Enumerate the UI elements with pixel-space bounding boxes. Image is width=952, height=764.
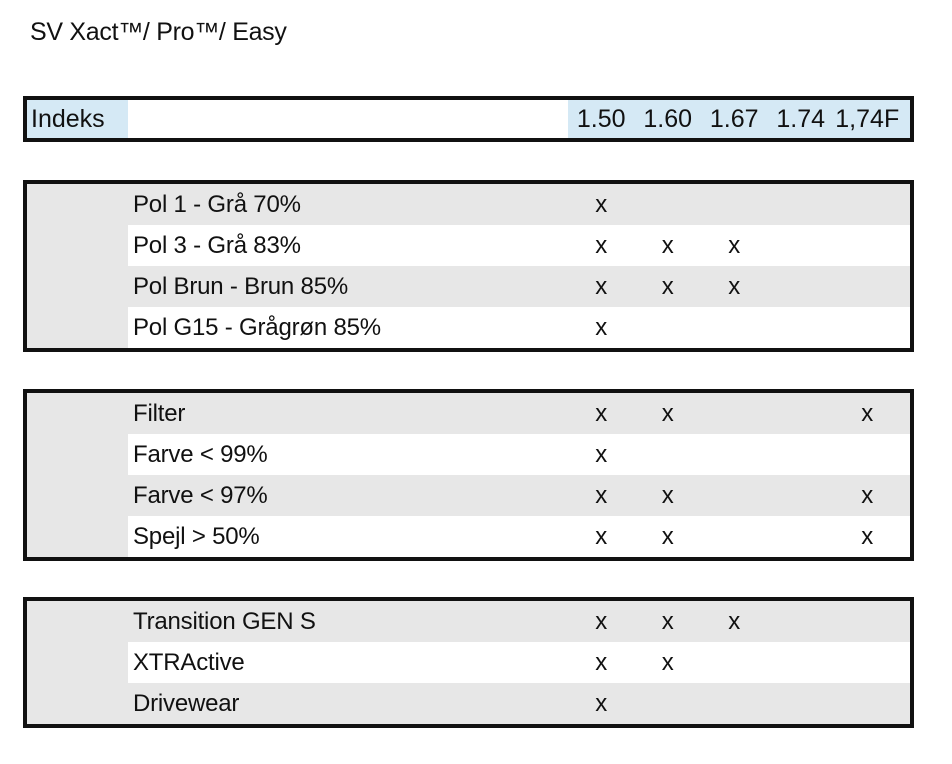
mark-cell — [834, 642, 901, 683]
mark-cell — [768, 184, 835, 225]
index-1-60: 1.60 — [643, 105, 693, 133]
photochromic-group — [23, 597, 914, 728]
mark-cell: x — [595, 232, 608, 259]
index-1-50: 1.50 — [576, 105, 626, 133]
row-name: Pol 1 - Grå 70% — [133, 191, 301, 218]
mark-cell — [701, 434, 768, 475]
mark-cell: x — [661, 523, 674, 550]
mark-cell: x — [595, 523, 608, 550]
mark-cell — [701, 475, 768, 516]
mark-cell — [701, 307, 768, 348]
table-row — [128, 307, 910, 348]
mark-cell — [701, 683, 768, 724]
mark-cell: x — [595, 400, 608, 427]
row-name: Pol G15 - Grågrøn 85% — [133, 314, 381, 341]
row-name: Farve < 99% — [133, 441, 268, 468]
mark-cell — [834, 225, 901, 266]
group-sidebar — [27, 184, 128, 348]
index-header-row — [23, 96, 914, 142]
row-name: Pol Brun - Brun 85% — [133, 273, 348, 300]
mark-cell: x — [595, 441, 608, 468]
table-row — [128, 475, 910, 516]
table-row — [128, 225, 910, 266]
mark-cell — [701, 642, 768, 683]
index-1-74: 1.74 — [776, 105, 826, 133]
index-header-values — [568, 100, 910, 138]
mark-cell: x — [595, 191, 608, 218]
mark-cell: x — [595, 314, 608, 341]
mark-cell — [768, 225, 835, 266]
mark-cell — [834, 184, 901, 225]
mark-cell — [768, 266, 835, 307]
row-name: Spejl > 50% — [133, 523, 260, 550]
mark-cell — [768, 434, 835, 475]
index-1-74f: 1,74F — [835, 105, 900, 133]
mark-cell: x — [728, 232, 741, 259]
mark-cell — [834, 307, 901, 348]
row-name: Filter — [133, 400, 186, 427]
row-name: XTRActive — [133, 649, 245, 676]
row-name: Transition GEN S — [133, 608, 316, 635]
mark-cell: x — [595, 273, 608, 300]
row-name: Drivewear — [133, 690, 240, 717]
table-row — [128, 642, 910, 683]
mark-cell — [768, 307, 835, 348]
mark-cell — [701, 184, 768, 225]
mark-cell — [768, 601, 835, 642]
mark-cell — [701, 393, 768, 434]
mark-cell — [635, 683, 702, 724]
table-row — [128, 434, 910, 475]
mark-cell: x — [595, 482, 608, 509]
row-name: Pol 3 - Grå 83% — [133, 232, 301, 259]
mark-cell — [635, 307, 702, 348]
mark-cell — [768, 683, 835, 724]
index-1-67: 1.67 — [709, 105, 759, 133]
page-title: SV Xact™/ Pro™/ Easy — [30, 18, 287, 46]
polarized-group — [23, 180, 914, 352]
group-sidebar — [27, 601, 128, 724]
mark-cell: x — [595, 649, 608, 676]
index-header-label: Indeks — [27, 100, 128, 138]
table-row — [128, 184, 910, 225]
mark-cell: x — [861, 523, 874, 550]
mark-cell: x — [661, 232, 674, 259]
mark-cell: x — [728, 273, 741, 300]
mark-cell — [834, 683, 901, 724]
mark-cell — [768, 475, 835, 516]
mark-cell: x — [595, 608, 608, 635]
mark-cell: x — [728, 608, 741, 635]
mark-cell — [701, 516, 768, 557]
table-row — [128, 601, 910, 642]
filter-group — [23, 389, 914, 561]
mark-cell — [834, 434, 901, 475]
mark-cell: x — [661, 608, 674, 635]
mark-cell — [768, 393, 835, 434]
mark-cell — [635, 434, 702, 475]
mark-cell: x — [861, 482, 874, 509]
mark-cell — [834, 601, 901, 642]
table-row — [128, 393, 910, 434]
group-sidebar — [27, 393, 128, 557]
mark-cell: x — [595, 690, 608, 717]
mark-cell — [834, 266, 901, 307]
mark-cell — [768, 516, 835, 557]
table-row — [128, 266, 910, 307]
mark-cell: x — [661, 400, 674, 427]
mark-cell: x — [661, 482, 674, 509]
mark-cell: x — [861, 400, 874, 427]
mark-cell: x — [661, 649, 674, 676]
mark-cell — [768, 642, 835, 683]
mark-cell: x — [661, 273, 674, 300]
table-row — [128, 683, 910, 724]
mark-cell — [635, 184, 702, 225]
row-name: Farve < 97% — [133, 482, 268, 509]
table-row — [128, 516, 910, 557]
